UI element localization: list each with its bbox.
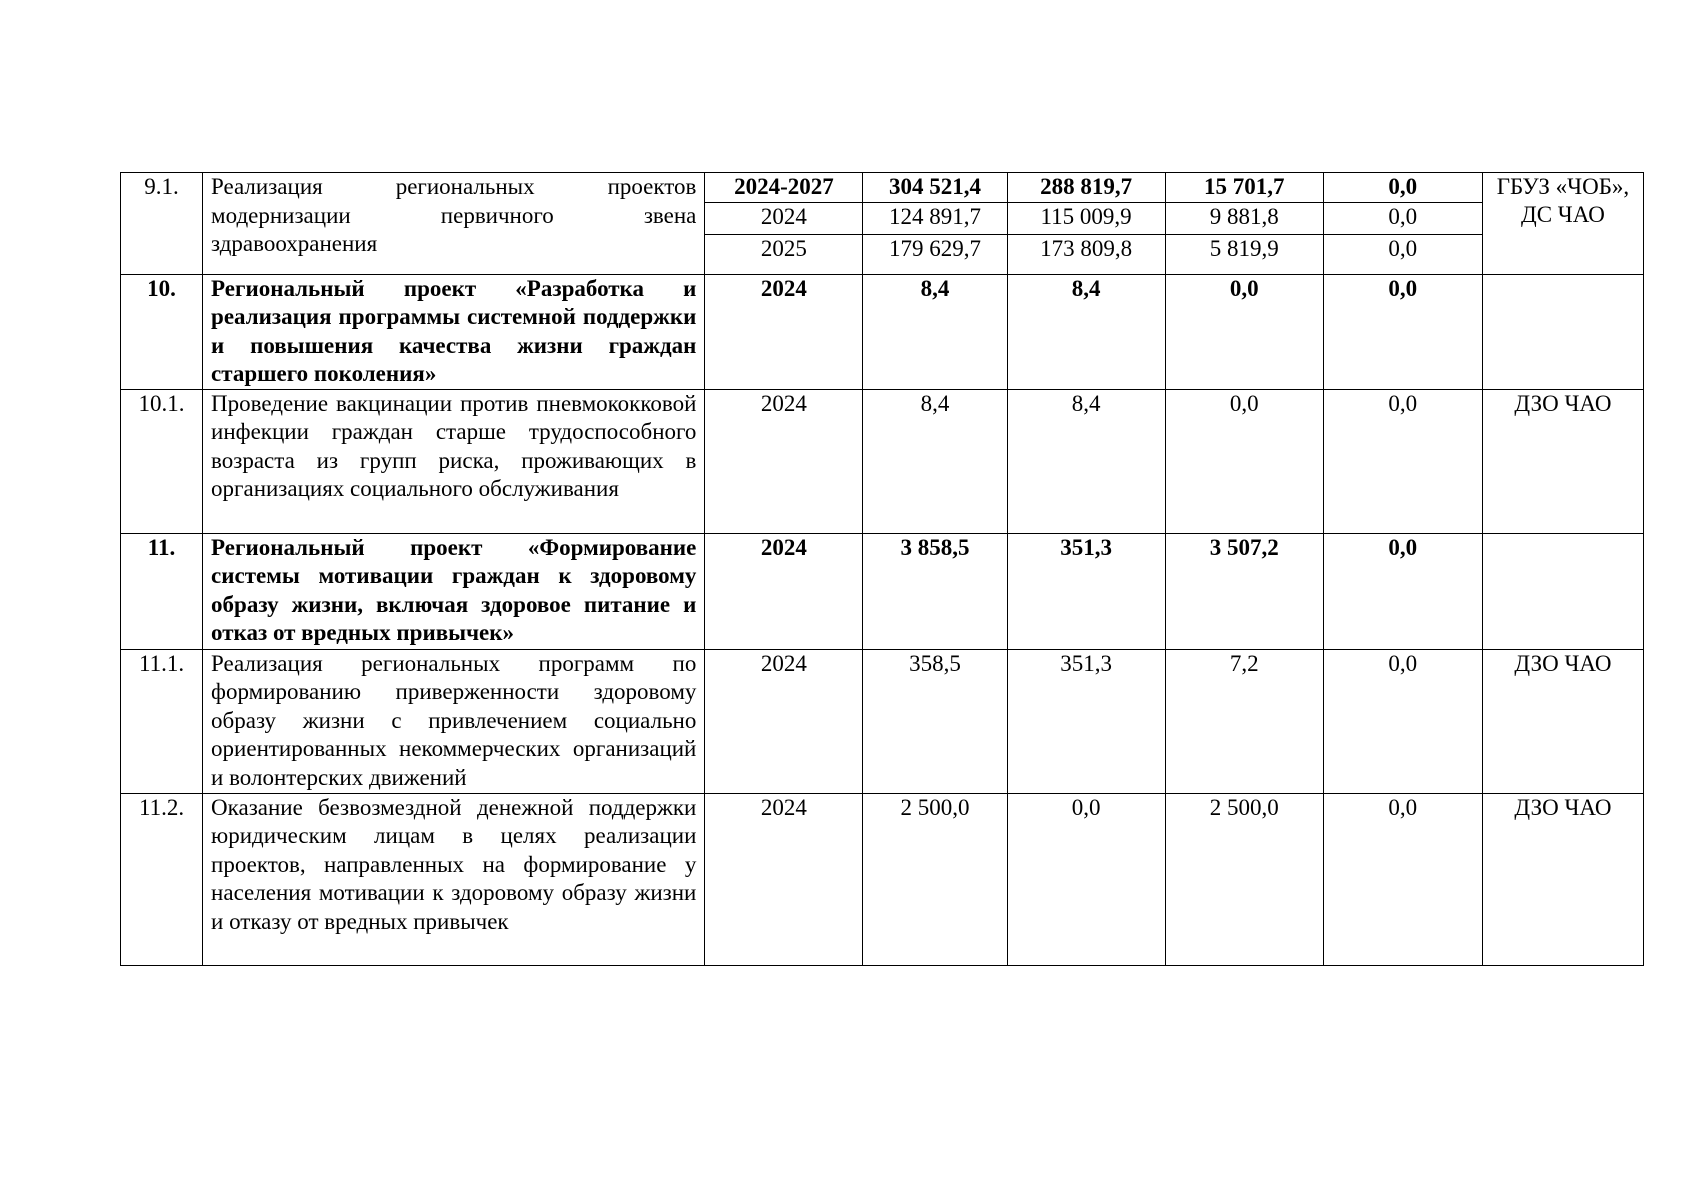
- period-cell: 2025: [705, 234, 863, 274]
- source2-cell: 2 500,0: [1165, 793, 1323, 965]
- source1-cell: 351,3: [1007, 533, 1165, 649]
- source3-cell: 0,0: [1323, 389, 1482, 533]
- row-number: 9.1.: [121, 173, 203, 275]
- total-cell: 3 858,5: [863, 533, 1007, 649]
- total-cell: 124 891,7: [863, 202, 1007, 234]
- financing-table: [120, 172, 1644, 966]
- row-name: Реализация региональных программ по формированию приверженности здоровому образу жизни с привлечением социально ориентированных некоммерческих организаций и волонтерских движений: [203, 649, 705, 793]
- row-name-line: модернизации первичного звена: [211, 202, 697, 228]
- period-cell: 2024: [705, 202, 863, 234]
- table-row-11-2: [121, 793, 1644, 965]
- source1-cell: 0,0: [1007, 793, 1165, 965]
- source1-cell: 351,3: [1007, 649, 1165, 793]
- row-name: Региональный проект «Формирование системы мотивации граждан к здоровому образу жизни, включая здоровое питание и отказ от вредных привычек»: [203, 533, 705, 649]
- source2-cell: 7,2: [1165, 649, 1323, 793]
- row-number: 11.1.: [121, 649, 203, 793]
- source2-cell: 9 881,8: [1165, 202, 1323, 234]
- period-cell: 2024: [705, 793, 863, 965]
- period-cell: 2024: [705, 389, 863, 533]
- source1-cell: 173 809,8: [1007, 234, 1165, 274]
- total-cell: 8,4: [863, 389, 1007, 533]
- source1-cell: 288 819,7: [1007, 173, 1165, 203]
- total-cell: 179 629,7: [863, 234, 1007, 274]
- table-row-9-1: [121, 173, 1644, 203]
- row-number: 11.2.: [121, 793, 203, 965]
- source2-cell: 3 507,2: [1165, 533, 1323, 649]
- row-number: 10.: [121, 274, 203, 389]
- row-name: Оказание безвозмездной денежной поддержки юридическим лицам в целях реализации проектов, направленных на формирование у населения мотивации к здоровому образу жизни и отказу от вредных привычек: [203, 793, 705, 965]
- table-row-11: [121, 533, 1644, 649]
- total-cell: 304 521,4: [863, 173, 1007, 203]
- row-name-line: Реализация региональных проектов: [211, 174, 697, 199]
- total-cell: 8,4: [863, 274, 1007, 389]
- row-name: Проведение вакцинации против пневмококковой инфекции граждан старше трудоспособного возраста из групп риска, проживающих в организациях социального обслуживания: [203, 389, 705, 533]
- executor-cell: ГБУЗ «ЧОБ», ДС ЧАО: [1482, 173, 1643, 275]
- source3-cell: 0,0: [1323, 649, 1482, 793]
- source2-cell: 0,0: [1165, 274, 1323, 389]
- period-cell: 2024: [705, 274, 863, 389]
- source3-cell: 0,0: [1323, 173, 1482, 203]
- source2-cell: 15 701,7: [1165, 173, 1323, 203]
- source3-cell: 0,0: [1323, 274, 1482, 389]
- total-cell: 358,5: [863, 649, 1007, 793]
- executor-cell: ДЗО ЧАО: [1482, 793, 1643, 965]
- executor-cell: ДЗО ЧАО: [1482, 649, 1643, 793]
- source3-cell: 0,0: [1323, 202, 1482, 234]
- row-name: Региональный проект «Разработка и реализация программы системной поддержки и повышения качества жизни граждан старшего поколения»: [203, 274, 705, 389]
- table-row-10: [121, 274, 1644, 389]
- row-number: 11.: [121, 533, 203, 649]
- row-name-line: здравоохранения: [211, 231, 378, 256]
- source1-cell: 8,4: [1007, 389, 1165, 533]
- period-cell: 2024: [705, 533, 863, 649]
- source1-cell: 115 009,9: [1007, 202, 1165, 234]
- source2-cell: 0,0: [1165, 389, 1323, 533]
- table-row-11-1: [121, 649, 1644, 793]
- source2-cell: 5 819,9: [1165, 234, 1323, 274]
- row-number: 10.1.: [121, 389, 203, 533]
- source1-cell: 8,4: [1007, 274, 1165, 389]
- source3-cell: 0,0: [1323, 234, 1482, 274]
- source3-cell: 0,0: [1323, 793, 1482, 965]
- period-cell: 2024: [705, 649, 863, 793]
- period-cell: 2024-2027: [705, 173, 863, 203]
- executor-cell: [1482, 274, 1643, 389]
- executor-cell: ДЗО ЧАО: [1482, 389, 1643, 533]
- total-cell: 2 500,0: [863, 793, 1007, 965]
- row-name: [203, 173, 705, 275]
- table-row-10-1: [121, 389, 1644, 533]
- executor-cell: [1482, 533, 1643, 649]
- source3-cell: 0,0: [1323, 533, 1482, 649]
